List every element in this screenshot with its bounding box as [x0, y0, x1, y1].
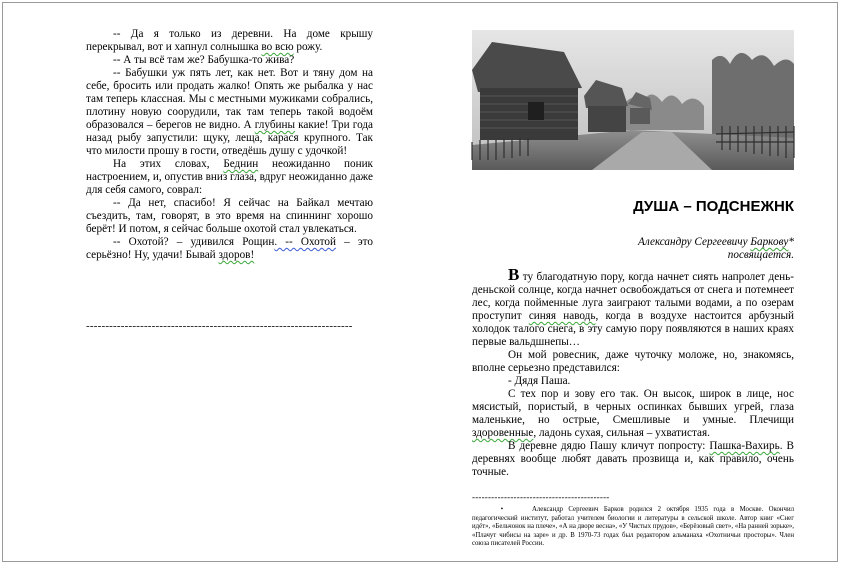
text-run: Он мой ровесник, даже чуточку моложе, но, знакомясь, вполне серьезно представился: [472, 349, 794, 374]
flagged-word: глубины [254, 119, 295, 131]
story-title: ДУША – ПОДСНЕЖНК [633, 198, 794, 215]
footnote-bullet: • [500, 506, 504, 513]
text-run: – это серьёзно! Ну, удачи! Бывай [86, 236, 373, 261]
dedication [472, 236, 794, 262]
flagged-word: Пашка-Вахирь [709, 440, 780, 452]
text-run: , когда в воздухе настоится арбузный холодок талого снега, в эту самую пору появляются в наших краях первые вальдшнепы… [472, 310, 794, 348]
drop-cap: В [508, 265, 520, 284]
right-paragraph [472, 388, 794, 440]
text-run: * [788, 236, 794, 248]
text-run: В деревне дядю Пашу кличут попросту: [508, 440, 710, 452]
right-paragraph [472, 265, 794, 349]
right-paragraph [472, 440, 794, 479]
dedication-line-1 [472, 236, 794, 249]
left-paragraph [86, 54, 373, 67]
left-paragraph [86, 197, 373, 236]
footnote [472, 506, 794, 549]
text-run: - Дядя Паша. [508, 375, 571, 387]
left-page-text [86, 28, 373, 262]
flagged-word: Беднин [223, 158, 259, 170]
left-paragraph [86, 158, 373, 197]
text-run: -- Бабушки уж пять лет, как нет. Вот и тяну дом на себе, бросить или продать жалко! Опять же рыбалка у нас там теперь классная. Мы с местными мужиками собрались, плотину новую соорудили, так там теперь такой водоём образовался – берегов не видно. А [86, 67, 373, 131]
text-run: Александру Сергеевичу [637, 236, 751, 248]
left-paragraph [86, 28, 373, 54]
text-run: какие! Три года назад рыбу запустили: щуку, леща, карася крупного. Так что милости прошу в гости, отведёшь душу с удочкой! [86, 119, 373, 157]
right-paragraph [472, 375, 794, 388]
footnote-separator: ------------------------------------------- [472, 492, 610, 502]
left-paragraph [86, 236, 373, 262]
flagged-word: здоров! [218, 249, 255, 261]
text-run: . В деревнях вообще любят давать прозвища и, как правило, очень точные. [472, 440, 794, 478]
text-run: -- Да я только из деревни. На доме крышу перекрывал, вот и хапнул солнышка [86, 28, 373, 53]
text-run: ту благодатную пору, когда начнет сиять напролет день-деньской солнце, когда начнет освобождаться от снега и потемнеет лес, когда пойменные луга заиграют талыми водами, а по озерам проступит [472, 271, 794, 322]
right-page-text [472, 265, 794, 479]
text-run: неожиданно поник настроением, и, опустив вниз глаза, вдруг неожиданно даже для себя самого, соврал: [86, 158, 373, 196]
dedication-line-2: посвящается. [727, 249, 794, 261]
left-paragraph [86, 67, 373, 158]
footnote-text: Александр Сергеевич Барков родился 2 октября 1935 года в Москве. Окончил педагогический институт, работал учителем биологии и литературы в сельской школе. Автор книг «Снег идёт», «Бельчонок на плече», «А на дворе весна», «У Чистых прудов», «Берёзовый свет», «На ранней зорьке», «Плачут чибисы на заре» и др. В 1970-73 годах был редактором альманаха «Охотничьи просторы». Член союза писателей России. [472, 506, 794, 548]
flagged-word: Баркову [750, 236, 789, 248]
village-photo [472, 30, 794, 170]
text-run: рожу. [293, 41, 323, 53]
text-run: С тех пор и зову его так. Он высок, широк в лице, нос мясистый, пористый, в черных оспинках бывших угрей, глаза маленькие, но острые, Смешливые и умные. Плечищи [472, 388, 794, 426]
flagged-word: . -- Охотой [274, 236, 336, 248]
flagged-word: во всю [261, 41, 294, 53]
text-run: -- А ты всё там же? Бабушка-то жива? [113, 54, 295, 66]
flagged-word: здоровенные [472, 427, 534, 439]
text-run: , ладонь сухая, сильная – ухватистая. [533, 427, 710, 439]
flagged-word: синяя наводь [528, 310, 596, 322]
text-run: -- Да нет, спасибо! Я сейчас на Байкал мечтаю съездить, там, говорят, в это время на спиннинг хорошо берёт! И потом, я сейчас больше охотой стал увлекаться. [86, 197, 373, 235]
right-paragraph [472, 349, 794, 375]
text-run: На этих словах, [113, 158, 224, 170]
text-run: -- Охотой? – удивился Рощин [113, 236, 275, 248]
left-page-separator: --------------------------------------------------------------------- [86, 320, 353, 332]
